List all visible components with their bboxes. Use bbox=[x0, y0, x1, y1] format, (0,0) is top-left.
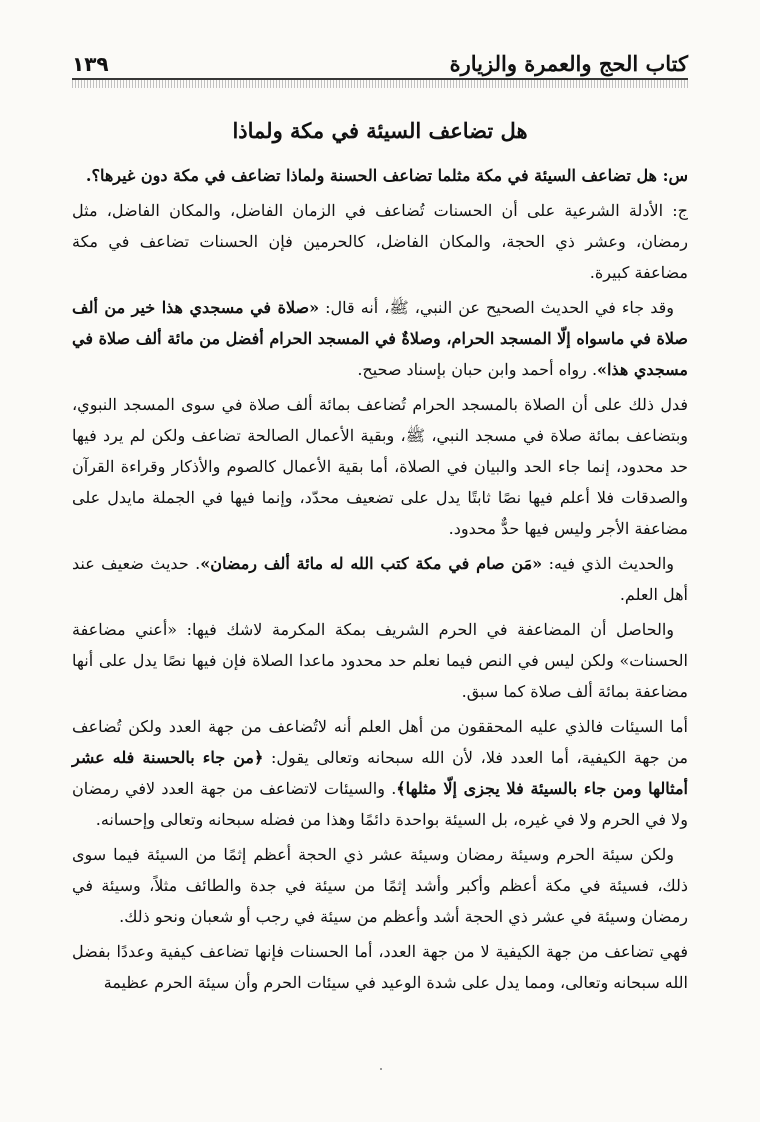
hadith-paragraph bbox=[72, 292, 688, 385]
hadith-intro: وقد جاء في الحديث الصحيح عن النبي، ﷺ، أنه قال: bbox=[319, 298, 674, 317]
hadith-quote: «صلاة في مسجدي هذا خير من ألف صلاة في ماسواه إلّا المسجد الحرام، وصلاةٌ في المسجد الحرام أفضل من مائة ألف صلاة في مسجدي هذا» bbox=[72, 298, 688, 379]
summary-intro: والحاصل أن المضاعفة في الحرم الشريف بمكة المكرمة لاشك فيها: bbox=[177, 620, 675, 639]
sins-intro: أما السيئات فالذي عليه المحققون من أهل العلم أنه لاتُضاعف من جهة العدد ولكن تُضاعف من جهة الكيفية، أما العدد فلا، لأن الله سبحانه وتعالى يقول: bbox=[72, 717, 689, 767]
answer-paragraph: ج: الأدلة الشرعية على أن الحسنات تُضاعف في الزمان الفاضل، والمكان الفاضل، مثل رمضان، وعشر ذي الحجة، والمكان الفاضل، كالحرمين فإن الحسنات تضاعف في مكة مضاعفة كبيرة. bbox=[72, 201, 688, 282]
summary-quote: «أعني مضاعفة الحسنات» bbox=[72, 620, 688, 670]
conclusion-paragraph: فدل ذلك على أن الصلاة بالمسجد الحرام تُضاعف بمائة ألف صلاة في سوى المسجد النبوي، وبتضاعف بمائة صلاة في مسجد النبي، ﷺ، وبقية الأعمال الصالحة تضاعف ولكن لم يرد فيها حد محدود، إنما جاء الحد والبيان في الصلاة، أما بقية الأعمال كالصوم والأذكار وقراءة القرآن والصدقات فلا أعلم فيها نصًا ثابتًا يدل على تضعيف محدّد، وإنما فيها في الجملة مايدل على مضاعفة الأجر وليس فيها حدٌّ محدود. bbox=[72, 395, 688, 538]
sins-paragraph bbox=[72, 711, 688, 835]
running-header bbox=[72, 44, 688, 76]
weak-hadith-tail: . حديث ضعيف عند أهل العلم. bbox=[72, 554, 688, 604]
haram-paragraph: ولكن سيئة الحرم وسيئة رمضان وسيئة عشر ذي الحجة أعظم إثمًا من السيئة فيما سوى ذلك، فسيئة في مكة أعظم وأكبر وأشد إثمًا من سيئة في جدة والطائف مثلاً، وسيئة في رمضان وسيئة في عشر ذي الحجة أشد وأعظم من سيئة في رجب أو شعبان ونحو ذلك. bbox=[72, 845, 689, 926]
quran-verse: ﴿من جاء بالحسنة فله عشر أمثالها ومن جاء بالسيئة فلا يجزى إلّا مثلها﴾ bbox=[72, 748, 689, 798]
question-paragraph: س: هل تضاعف السيئة في مكة مثلما تضاعف الحسنة ولماذا تضاعف في مكة دون غيرها؟. bbox=[85, 166, 688, 185]
book-title: كتاب الحج والعمرة والزيارة bbox=[449, 51, 688, 76]
summary-tail: ولكن ليس في النص فيما نعلم حد محدود ماعدا الصلاة فإن فيها نصًا يدل على أنها مضاعفة بمائة ألف صلاة كما سبق. bbox=[72, 651, 688, 701]
weak-hadith-paragraph bbox=[72, 548, 688, 610]
last-paragraph: فهي تضاعف من جهة الكيفية لا من جهة العدد، أما الحسنات فإنها تضاعف كيفية وعددًا بفضل الله سبحانه وتعالى، ومما يدل على شدة الوعيد في سيئات الحرم وأن سيئة الحرم عظيمة bbox=[72, 942, 688, 992]
page-number: ١٣٩ bbox=[72, 52, 109, 76]
weak-hadith-intro: والحديث الذي فيه: bbox=[542, 554, 675, 573]
weak-hadith-quote: «مَن صام في مكة كتب الله له مائة ألف رمضان» bbox=[200, 554, 543, 573]
section-heading: هل تضاعف السيئة في مكة ولماذا bbox=[232, 118, 528, 143]
summary-paragraph bbox=[72, 614, 688, 707]
body-text bbox=[72, 160, 688, 1082]
header-divider bbox=[72, 78, 688, 88]
footer-dot bbox=[380, 1068, 382, 1070]
hadith-source: . رواه أحمد وابن حبان بإسناد صحيح. bbox=[357, 360, 598, 379]
sins-tail: . والسيئات لاتضاعف من جهة العدد لافي رمضان ولا في الحرم ولا في غيره، بل السيئة بواحدة دائمًا وهذا من فضله سبحانه وتعالى وإحسانه. bbox=[72, 779, 688, 829]
